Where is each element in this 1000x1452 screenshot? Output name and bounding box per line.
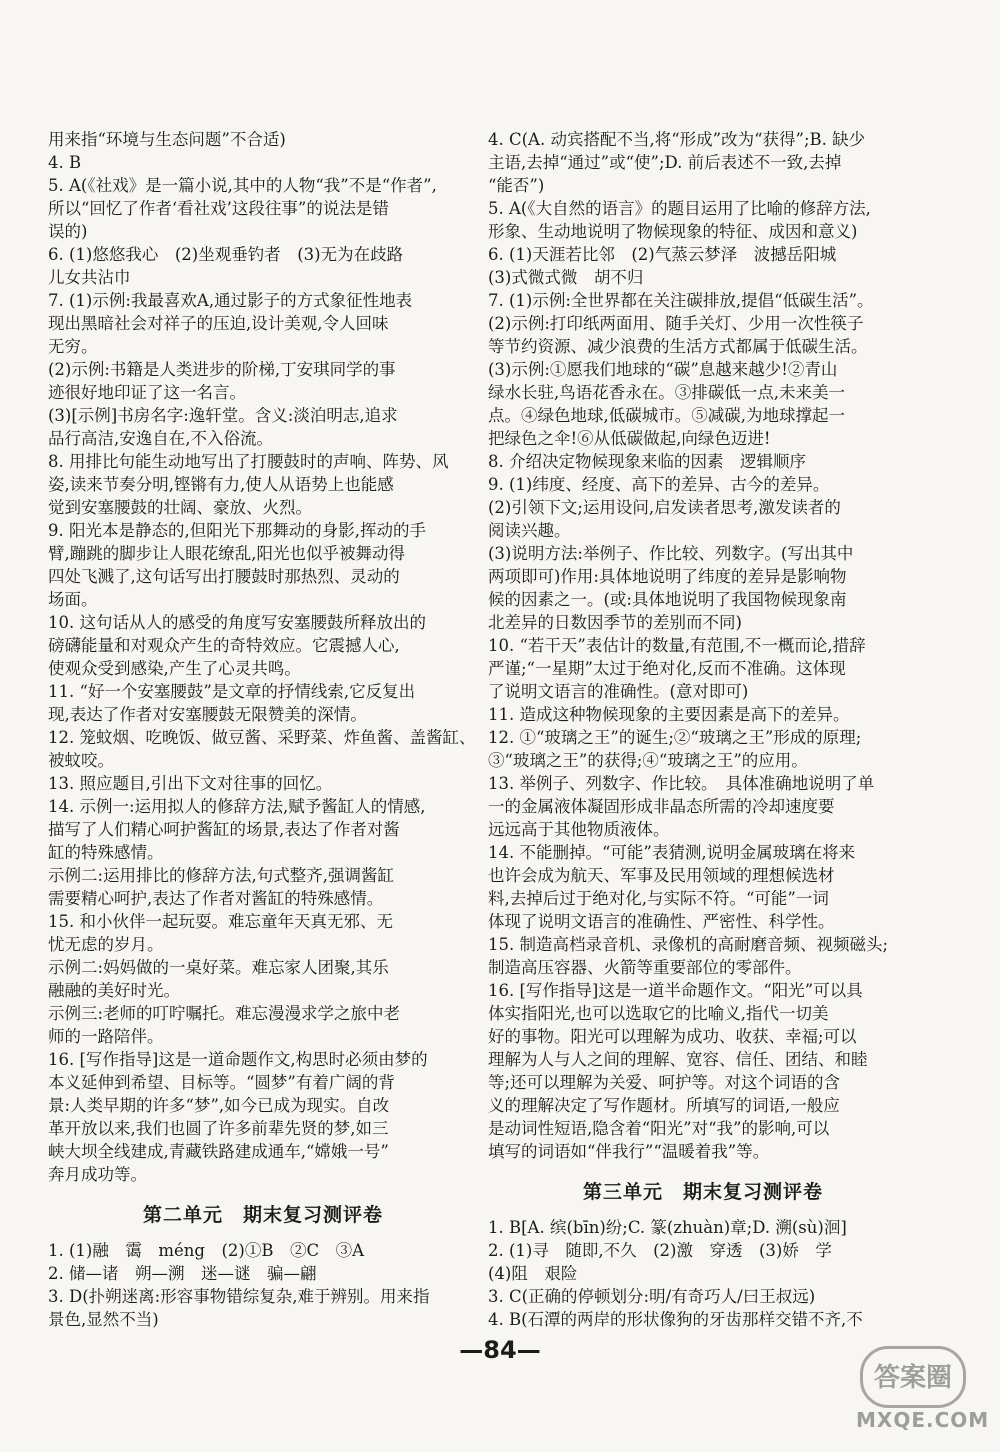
right-column bbox=[488, 128, 918, 1331]
answer-line: 4. B bbox=[48, 153, 82, 172]
answer-line: 等;还可以理解为关爱、呵护等。对这个词语的含 bbox=[488, 1073, 841, 1092]
answer-item bbox=[488, 703, 918, 726]
answer-line: 好的事物。阳光可以理解为成功、收获、幸福;可以 bbox=[488, 1027, 857, 1046]
section-title-unit-2: 第二单元 期末复习测评卷 bbox=[142, 1204, 383, 1226]
answer-line: (2)引领下文;运用设问,启发读者思考,激发读者的 bbox=[488, 498, 841, 517]
answer-line: 形象、生动地说明了物候现象的特征、成因和意义) bbox=[488, 222, 858, 241]
answer-item bbox=[488, 841, 918, 933]
answer-line: ③“玻璃之王”的获得;④“玻璃之王”的应用。 bbox=[488, 751, 808, 770]
answer-item bbox=[48, 910, 478, 1048]
answer-line: 5. A(《大自然的语言》的题目运用了比喻的修辞方法, bbox=[488, 199, 871, 218]
answer-item bbox=[488, 1239, 918, 1285]
answer-line: 14. 不能删掉。“可能”表猜测,说明金属玻璃在将来 bbox=[488, 843, 856, 862]
answer-line: (3)式微式微 胡不归 bbox=[488, 268, 644, 287]
answer-item bbox=[488, 979, 918, 1163]
answer-line: (2)示例:打印纸两面用、随手关灯、少用一次性筷子 bbox=[488, 314, 864, 333]
answer-line: 16. [写作指导]这是一道命题作文,构思时必须由梦的 bbox=[48, 1050, 428, 1069]
answer-line: (3)[示例]书房名字:逸轩堂。含义:淡泊明志,追求 bbox=[48, 406, 398, 425]
answer-item bbox=[48, 1262, 478, 1285]
answer-line: (2)示例:书籍是人类进步的阶梯,丁安琪同学的事 bbox=[48, 360, 396, 379]
answer-line: 候的因素之一。(或:具体地说明了我国物候现象南 bbox=[488, 590, 847, 609]
answer-line: 臂,蹦跳的脚步让人眼花缭乱,阳光也似乎被舞动得 bbox=[48, 544, 405, 563]
answer-line: 一的金属液体凝固形成非晶态所需的冷却速度要 bbox=[488, 797, 835, 816]
answer-line: 本义延伸到希望、目标等。“圆梦”有着广阔的背 bbox=[48, 1073, 395, 1092]
answer-line: (3)说明方法:举例子、作比较、列数字。(写出其中 bbox=[488, 544, 854, 563]
answer-line: 也许会成为航天、军事及民用领域的理想候选材 bbox=[488, 866, 835, 885]
answer-line: 峡大坝全线建成,青藏铁路建成通车,“嫦娥一号” bbox=[48, 1142, 389, 1161]
answer-line: 4. B(石潭的两岸的形状像狗的牙齿那样交错不齐,不 bbox=[488, 1310, 863, 1329]
answer-line: 融融的美好时光。 bbox=[48, 981, 180, 1000]
answer-line: 忧无虑的岁月。 bbox=[48, 935, 164, 954]
answer-item bbox=[48, 772, 478, 795]
answer-line: 13. 举例子、列数字、作比较。 具体准确地说明了单 bbox=[488, 774, 875, 793]
watermark-logo-text: 答案圈 bbox=[873, 1363, 952, 1393]
answer-item bbox=[488, 243, 918, 289]
answer-line: 误的) bbox=[48, 222, 88, 241]
answer-line: 现出黑暗社会对祥子的压迫,设计美观,令人回味 bbox=[48, 314, 389, 333]
answer-line: 场面。 bbox=[48, 590, 98, 609]
answer-item bbox=[48, 289, 478, 450]
answer-line: 1. (1)融 霭 méng (2)①B ②C ③A bbox=[48, 1241, 364, 1260]
answer-line: 师的一路陪伴。 bbox=[48, 1027, 164, 1046]
answer-line: 迹很好地印证了这一名言。 bbox=[48, 383, 246, 402]
answer-line: 点。④绿色地球,低碳城市。⑤减碳,为地球撑起一 bbox=[488, 406, 845, 425]
answer-line: 姿,读来节奏分明,铿锵有力,使人从语势上也能感 bbox=[48, 475, 394, 494]
answer-item bbox=[48, 795, 478, 910]
answer-line: 无穷。 bbox=[48, 337, 98, 356]
left-column bbox=[48, 128, 478, 1331]
watermark-site: MXQE.COM bbox=[856, 1408, 990, 1432]
answer-item bbox=[488, 289, 918, 450]
answer-line: 使观众受到感染,产生了心灵共鸣。 bbox=[48, 659, 301, 678]
section-title-unit-3: 第三单元 期末复习测评卷 bbox=[582, 1181, 823, 1203]
watermark-badge bbox=[860, 1346, 966, 1408]
answer-line: 用来指“环境与生态问题”不合适) bbox=[48, 130, 286, 149]
answer-item bbox=[488, 772, 918, 841]
answer-item bbox=[48, 128, 478, 151]
answer-line: 磅礴能量和对观众产生的奇特效应。它震撼人心, bbox=[48, 636, 400, 655]
answer-line: 示例三:老师的叮咛嘱托。难忘漫漫求学之旅中老 bbox=[48, 1004, 401, 1023]
answer-item bbox=[488, 634, 918, 703]
answer-line: 1. B[A. 缤(bīn)纷;C. 篆(zhuàn)章;D. 溯(sù)洄] bbox=[488, 1218, 847, 1237]
answer-item bbox=[48, 1048, 478, 1186]
answer-item bbox=[48, 174, 478, 243]
answer-line: 品行高洁,安逸自在,不入俗流。 bbox=[48, 429, 273, 448]
answer-item bbox=[48, 519, 478, 611]
answer-line: 两项即可)作用:具体地说明了纬度的差异是影响物 bbox=[488, 567, 847, 586]
answer-line: 填写的词语如“伴我行”“温暖着我”等。 bbox=[488, 1142, 770, 1161]
answer-item bbox=[488, 1216, 918, 1239]
left-section-entries bbox=[48, 1239, 478, 1331]
answer-line: 义的理解决定了写作题材。所填写的词语,一般应 bbox=[488, 1096, 840, 1115]
right-section-entries bbox=[488, 1216, 918, 1331]
answer-item bbox=[48, 450, 478, 519]
answer-item bbox=[488, 726, 918, 772]
answer-line: 2. (1)寻 随即,不久 (2)激 穿透 (3)娇 学 bbox=[488, 1241, 832, 1260]
answer-line: 15. 制造高档录音机、录像机的高耐磨音频、视频磁头; bbox=[488, 935, 889, 954]
answer-line: (4)阻 艰险 bbox=[488, 1264, 578, 1283]
answer-line: 主语,去掉“通过”或“使”;D. 前后表述不一致,去掉 bbox=[488, 153, 842, 172]
answer-item bbox=[488, 1285, 918, 1308]
answer-line: 缸的特殊感情。 bbox=[48, 843, 164, 862]
answer-line: 严谨;“一星期”太过于绝对化,反而不准确。这体现 bbox=[488, 659, 846, 678]
answer-line: 体现了说明文语言的准确性、严密性、科学性。 bbox=[488, 912, 835, 931]
answer-item bbox=[488, 473, 918, 634]
answer-item bbox=[48, 243, 478, 289]
answer-item bbox=[48, 1285, 478, 1331]
answer-line: 3. C(正确的停顿划分:明/有奇巧人/曰王叔远) bbox=[488, 1287, 816, 1306]
answer-line: 10. “若干天”表估计的数量,有范围,不一概而论,措辞 bbox=[488, 636, 866, 655]
answer-line: 11. 造成这种物候现象的主要因素是高下的差异。 bbox=[488, 705, 850, 724]
answer-line: 体实指阳光,也可以选取它的比喻义,指代一切美 bbox=[488, 1004, 829, 1023]
answer-line: 8. 介绍决定物候现象来临的因素 逻辑顺序 bbox=[488, 452, 806, 471]
answer-line: 觉到安塞腰鼓的壮阔、豪放、火烈。 bbox=[48, 498, 312, 517]
answer-line: 景:人类早期的许多“梦”,如今已成为现实。自改 bbox=[48, 1096, 390, 1115]
answer-line: 理解为人与人之间的理解、宽容、信任、团结、和睦 bbox=[488, 1050, 868, 1069]
answer-line: 四处飞溅了,这句话写出打腰鼓时那热烈、灵动的 bbox=[48, 567, 400, 586]
answer-line: 12. ①“玻璃之王”的诞生;②“玻璃之王”形成的原理; bbox=[488, 728, 862, 747]
answer-item bbox=[48, 680, 478, 726]
answer-line: 示例二:运用排比的修辞方法,句式整齐,强调酱缸 bbox=[48, 866, 395, 885]
answer-line: 6. (1)天涯若比邻 (2)气蒸云梦泽 波撼岳阳城 bbox=[488, 245, 837, 264]
answer-line: 等节约资源、减少浪费的生活方式都属于低碳生活。 bbox=[488, 337, 868, 356]
answer-line: 儿女共沾巾 bbox=[48, 268, 131, 287]
answer-line: (3)示例:①愿我们地球的“碳”息越来越少!②青山 bbox=[488, 360, 838, 379]
answer-line: 了说明文语言的准确性。(意对即可) bbox=[488, 682, 749, 701]
answer-line: 10. 这句话从人的感受的角度写安塞腰鼓所释放出的 bbox=[48, 613, 426, 632]
page-number: —84— bbox=[459, 1336, 541, 1364]
answer-line: 阅读兴趣。 bbox=[488, 521, 571, 540]
answer-line: 革开放以来,我们也圆了许多前辈先贤的梦,如三 bbox=[48, 1119, 389, 1138]
left-entries bbox=[48, 128, 478, 1186]
answer-line: 7. (1)示例:我最喜欢A,通过影子的方式象征性地表 bbox=[48, 291, 413, 310]
answer-item bbox=[48, 151, 478, 174]
answer-line: 示例二:妈妈做的一桌好菜。难忘家人团聚,其乐 bbox=[48, 958, 389, 977]
answer-line: “能否”) bbox=[488, 176, 545, 195]
right-entries bbox=[488, 128, 918, 1163]
answer-item bbox=[48, 726, 478, 772]
answer-line: 8. 用排比句能生动地写出了打腰鼓时的声响、阵势、风 bbox=[48, 452, 449, 471]
answer-line: 7. (1)示例:全世界都在关注碳排放,提倡“低碳生活”。 bbox=[488, 291, 874, 310]
answer-line: 3. D(扑朔迷离:形容事物错综复杂,难于辨别。用来指 bbox=[48, 1287, 430, 1306]
answer-line: 13. 照应题目,引出下文对往事的回忆。 bbox=[48, 774, 333, 793]
answer-line: 制造高压容器、火箭等重要部位的零部件。 bbox=[488, 958, 802, 977]
answer-line: 所以“回忆了作者‘看社戏’这段往事”的说法是错 bbox=[48, 199, 389, 218]
answer-item bbox=[488, 450, 918, 473]
answer-line: 9. (1)纬度、经度、高下的差异、古今的差异。 bbox=[488, 475, 830, 494]
answer-line: 现,表达了作者对安塞腰鼓无限赞美的深情。 bbox=[48, 705, 367, 724]
answer-line: 景色,显然不当) bbox=[48, 1310, 159, 1329]
answer-line: 2. 储—诸 朔—溯 迷—谜 骗—翩 bbox=[48, 1264, 317, 1283]
answer-line: 5. A(《社戏》是一篇小说,其中的人物“我”不是“作者”, bbox=[48, 176, 437, 195]
answer-line: 16. [写作指导]这是一道半命题作文。“阳光”可以具 bbox=[488, 981, 863, 1000]
answer-line: 远远高于其他物质液体。 bbox=[488, 820, 670, 839]
answer-line: 15. 和小伙伴一起玩耍。难忘童年天真无邪、无 bbox=[48, 912, 393, 931]
answer-line: 被蚊咬。 bbox=[48, 751, 114, 770]
answer-item bbox=[48, 611, 478, 680]
answer-item bbox=[488, 933, 918, 979]
answer-line: 把绿色之伞!⑥从低碳做起,向绿色迈进! bbox=[488, 429, 771, 448]
answer-line: 绿水长驻,鸟语花香永在。③排碳低一点,未来美一 bbox=[488, 383, 845, 402]
answer-line: 北差异的日数因季节的差别而不同) bbox=[488, 613, 742, 632]
answer-line: 奔月成功等。 bbox=[48, 1165, 147, 1184]
answer-line: 4. C(A. 动宾搭配不当,将“形成”改为“获得”;B. 缺少 bbox=[488, 130, 866, 149]
answer-line: 11. “好一个安塞腰鼓”是文章的抒情线索,它反复出 bbox=[48, 682, 416, 701]
answer-line: 12. 笼蚊烟、吃晚饭、做豆酱、采野菜、炸鱼酱、盖酱缸、 bbox=[48, 728, 476, 747]
answer-line: 是动词性短语,隐含着“阳光”对“我”的影响,可以 bbox=[488, 1119, 830, 1138]
answer-item bbox=[488, 128, 918, 197]
answer-line: 6. (1)悠悠我心 (2)坐观垂钓者 (3)无为在歧路 bbox=[48, 245, 404, 264]
watermark-logo bbox=[850, 1346, 990, 1436]
answer-line: 需要精心呵护,表达了作者对酱缸的特殊感情。 bbox=[48, 889, 384, 908]
answer-line: 14. 示例一:运用拟人的修辞方法,赋予酱缸人的情感, bbox=[48, 797, 426, 816]
answer-line: 料,去掉后过于绝对化,与实际不符。“可能”一词 bbox=[488, 889, 829, 908]
answer-line: 描写了人们精心呵护酱缸的场景,表达了作者对酱 bbox=[48, 820, 400, 839]
answer-item bbox=[48, 1239, 478, 1262]
answer-item bbox=[488, 1308, 918, 1331]
answer-line: 9. 阳光本是静态的,但阳光下那舞动的身影,挥动的手 bbox=[48, 521, 426, 540]
answer-item bbox=[488, 197, 918, 243]
